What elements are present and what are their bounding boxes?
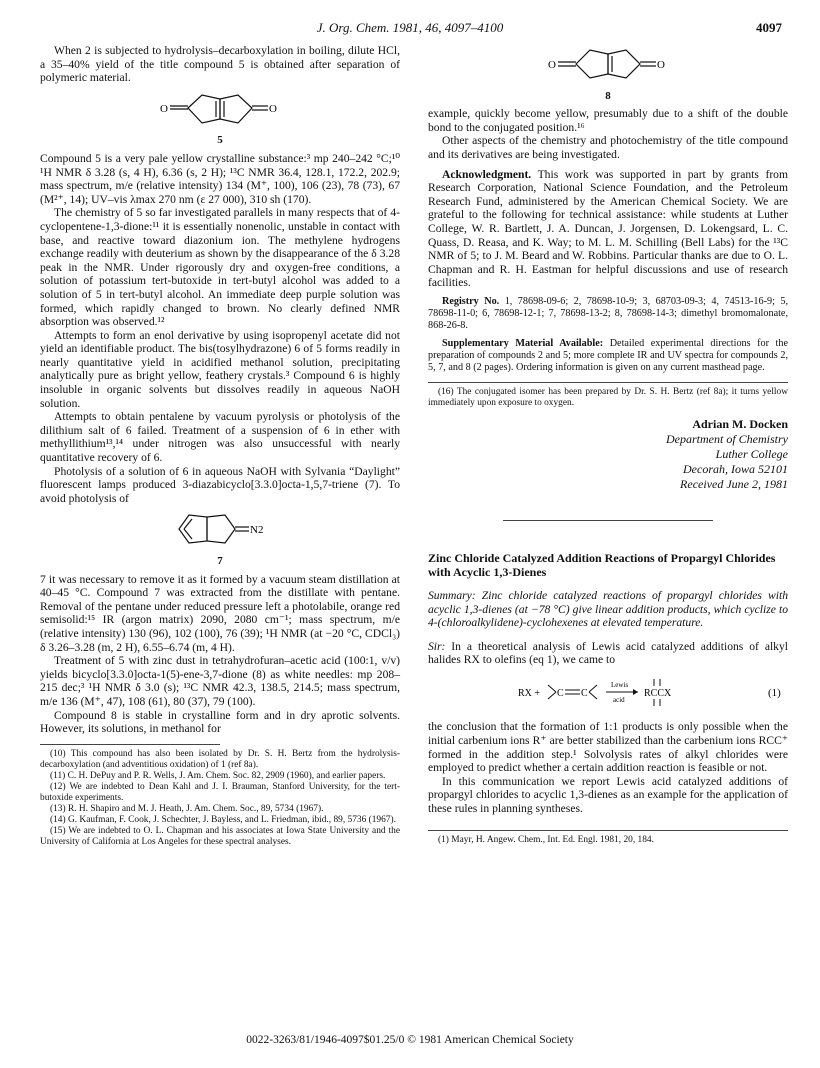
structure-8-drawing <box>548 44 668 84</box>
summary-heading: Summary: <box>428 588 476 602</box>
structure-label: 8 <box>605 89 611 102</box>
right-column <box>428 44 788 846</box>
eq-reactant: RX + <box>518 687 541 699</box>
svg-text:O: O <box>548 59 556 71</box>
paragraph: example, quickly become yellow, presumably due to a shift of the double bond to the conjugated position.¹⁶ <box>428 107 788 134</box>
footnotes <box>40 749 400 848</box>
structure-7 <box>40 509 400 553</box>
footnote: (1) Mayr, H. Angew. Chem., Int. Ed. Engl. 1981, 20, 184. <box>438 834 654 845</box>
paragraph: Compound 8 is stable in crystalline form and in dry aprotic solvents. However, its solutions, in methanol for <box>40 708 400 736</box>
supp-heading: Supplementary Material Available: <box>442 337 604 349</box>
sir-paragraph <box>428 640 788 667</box>
running-header <box>0 20 820 40</box>
city: Decorah, Iowa 52101 <box>683 461 788 476</box>
footnote-divider <box>428 382 788 383</box>
equation-1-drawing <box>428 673 788 711</box>
received-date: Received June 2, 1981 <box>680 476 788 491</box>
college: Luther College <box>715 446 788 461</box>
signature-block <box>428 417 788 492</box>
structure-label: 5 <box>217 134 223 147</box>
eq-number: (1) <box>768 686 781 699</box>
footnote: (11) C. H. DePuy and P. R. Wells, J. Am. Chem. Soc. 82, 2909 (1960), and earlier papers. <box>50 770 386 781</box>
ack-text: This work was supported in part by grants from Research Corporation, National Science Foundation, and the Petroleum Research Fund, administered by the American Chemical Society. We are grateful to the following for technical assistance: while students at Luther College, W. R. Bartlett, J. A. Duncan, J. Jorgensen, D. Lokengsard, L. C. Quass, D. Reasa, and K. Way; to M. L. M. Schilling (Bell Labs) for the ¹³C NMR of 5; to J. M. Beard and W. Robbins. Particular thanks are due to O. L. Chapman and R. H. Eastman for helpful discussions and use of research facilities. <box>428 167 788 290</box>
structure-label: 7 <box>217 555 223 567</box>
paragraph: When 2 is subjected to hydrolysis–decarboxylation in boiling, dilute HCl, a 35–40% yield of the title compound 5 is obtained after separation of polymeric material. <box>40 44 400 85</box>
footnote: (14) G. Kaufman, F. Cook, J. Schechter, J. Bayless, and L. Friedman, ibid., 89, 5736 (1967). <box>50 814 396 825</box>
sir-text: In a theoretical analysis of Lewis acid catalyzed additions of alkyl halides RX to olefins (eq 1), we came to <box>428 639 788 667</box>
footnote: (13) R. H. Shapiro and M. J. Heath, J. Am. Chem. Soc., 89, 5734 (1967). <box>50 803 324 814</box>
paragraph: In this communication we report Lewis acid catalyzed additions of propargyl chlorides to acyclic 1,3-dienes as an example for the application of these rules in planning syntheses. <box>428 774 788 816</box>
ack-heading: Acknowledgment. <box>442 167 532 181</box>
paragraph: Photolysis of a solution of 6 in aqueous NaOH with Sylvania “Daylight” fluorescent lamps produced 3-diazabicyclo[3.3.0]octa-1,5,7-triene (7). To avoid photolysis of <box>40 464 400 505</box>
registry-heading: Registry No. <box>442 295 500 307</box>
journal-citation: J. Org. Chem. 1981, 46, 4097–4100 <box>316 20 504 35</box>
footnote-divider <box>40 744 220 745</box>
acknowledgment <box>428 168 788 290</box>
paragraph: The chemistry of 5 so far investigated parallels in many respects that of 4-cyclopentene-1,3-dione:¹¹ it is essentially nonenolic, unstable in contact with base, and reactive toward diazonium ion. The methylene hydrogens exchange readily with deuterium as shown by the disappearance of the δ 3.28 peak in the NMR. Under rigorously dry and oxygen-free conditions, a solution of potassium tert-butoxide in tert-butyl alcohol was added to a solution of 5 in tert-butyl alcohol. An immediate deep purple solution was formed, which rapidly changed to brown. No clearly defined NMR absorption was observed.¹² <box>40 206 400 329</box>
page-footer: 0022-3263/81/1946-4097$01.25/0 © 1981 American Chemical Society <box>246 1034 574 1046</box>
svg-text:O: O <box>657 59 665 71</box>
eq-product: RCCX <box>644 687 672 699</box>
footnote: (12) We are indebted to Dean Kahl and J. I. Brauman, Stanford University, for the tert-butoxide experiments. <box>40 781 400 803</box>
svg-text:O: O <box>160 102 168 115</box>
svg-text:C: C <box>557 687 564 699</box>
n2-label: N2 <box>250 524 264 537</box>
paragraph: Other aspects of the chemistry and photochemistry of the title compound and its derivatives are being investigated. <box>428 134 788 161</box>
svg-text:C: C <box>581 687 588 699</box>
footnote-divider <box>428 830 788 831</box>
paragraph: the conclusion that the formation of 1:1 products is only possible when the initial carbenium ions R⁺ are better stabilized than the carbenium ions RCC⁺ formed in the addition step.¹ Solvolysis rates of alkyl chlorides were employed to predict whether a certain addition reaction is feasible or not. <box>428 720 788 775</box>
eq-acid: acid <box>613 695 625 704</box>
author-name: Adrian M. Docken <box>692 416 788 431</box>
footnote: (16) The conjugated isomer has been prepared by Dr. S. H. Bertz (ref 8a); it turns yellow immediately upon exposure to oxygen. <box>428 386 788 408</box>
summary-text: Zinc chloride catalyzed reactions of propargyl chlorides with acyclic 1,3-dienes (at −78 °C) give linear addition products, which cyclize to 4-(chloroalkylidene)-cyclohexenes at elevated temperature. <box>428 588 788 630</box>
paragraph: 7 it was necessary to remove it as it formed by a vacuum steam distillation at 40–45 °C. Compound 7 was extracted from the distillate with pentane. Removal of the pentane under reduced pressure left a photolabile, orange red semisolid:¹⁵ IR (argon matrix) 2090, 2080 cm⁻¹; mass spectrum, m/e (relative intensity) 130 (96), 102 (100), 76 (39); ¹H NMR (at −20 °C, CDCl₃) δ 3.26–3.28 (m, 2 H), 6.55–6.74 (m, 4 H). <box>40 572 400 654</box>
paragraph: Compound 5 is a very pale yellow crystalline substance:³ mp 240–242 °C;¹⁰ ¹H NMR δ 3.28 (s, 4 H), 6.36 (s, 2 H); ¹³C NMR 36.4, 128.1, 172.2, 202.9; mass spectrum, m/e (relative intensity) 134 (M⁺, 100), 106 (23), 78 (73), 67 (M²⁺, 14); UV–vis λmax 270 nm (ε 27 000), 310 sh (170). <box>40 151 400 206</box>
structure-7-drawing <box>165 509 275 549</box>
footnote: (15) We are indebted to O. L. Chapman and his associates at Iowa State University and the University of California at Los Angeles for these spectral analyses. <box>40 825 400 847</box>
footnotes <box>428 387 788 409</box>
page-number: 4097 <box>756 20 782 35</box>
footnote: (10) This compound has also been isolated by Dr. S. H. Bertz from the hydrolysis-decarboxylation (and adventitious oxidation) of 1 (ref 8a). <box>40 748 400 770</box>
department: Department of Chemistry <box>666 431 788 446</box>
structure-5-drawing <box>160 89 280 129</box>
structure-8 <box>428 44 788 88</box>
eq-lewis: Lewis <box>611 680 629 689</box>
supp-text: Detailed experimental directions for the preparation of compounds 2 and 5; more complete IR and UV spectra for compounds 2, 5, 7, and 8 (2 pages). Ordering information is given on any current masthead page. <box>428 337 788 373</box>
summary <box>428 589 788 630</box>
paragraph: Treatment of 5 with zinc dust in tetrahydrofuran–acetic acid (100:1, v/v) yields bicyclo[3.3.0]octa-1(5)-ene-3,7-dione (8) as white needles: mp 208–215 dec;³ ¹H NMR δ 3.0 (s); ¹³C NMR 42.3, 138.5, 214.5; mass spectrum, m/e 136 (M⁺, 47), 108 (61), 80 (37), 79 (100). <box>40 654 400 708</box>
footnotes <box>428 835 788 846</box>
supplementary <box>428 338 788 374</box>
paragraph: Attempts to obtain pentalene by vacuum pyrolysis or photolysis of the dilithium salt of 6 failed. Treatment of a suspension of 6 in ether with methyllithium¹³,¹⁴ under nitrogen was also unsuccessful with nearly quantitative recovery of 6. <box>40 410 400 465</box>
article-divider <box>503 520 713 521</box>
registry-text: 1, 78698-09-6; 2, 78698-10-9; 3, 68703-09-3; 4, 74513-16-9; 5, 78698-11-0; 6, 78698-12-1; 7, 78698-13-2; 8, 78698-14-3; dimethyl bromomalonate, 868-26-8. <box>428 295 788 331</box>
article-title: Zinc Chloride Catalyzed Addition Reactions of Propargyl Chlorides with Acyclic 1,3-Dienes <box>428 550 776 579</box>
paragraph: Attempts to form an enol derivative by using isopropenyl acetate did not yield an identifiable product. The bis(tosylhydrazone) 6 of 5 forms readily in nearly quantitative yield in acidified methanol solution, precipitating analytically pure as bright yellow, feathery crystals.³ Compound 6 is highly insoluble in organic solvents but dissolves readily in aqueous NaOH solution. <box>40 328 400 410</box>
svg-text:O: O <box>269 102 277 115</box>
registry <box>428 296 788 332</box>
structure-5 <box>40 89 400 133</box>
equation-1 <box>428 673 788 715</box>
left-column <box>40 44 400 848</box>
sir-heading: Sir: <box>428 639 446 653</box>
